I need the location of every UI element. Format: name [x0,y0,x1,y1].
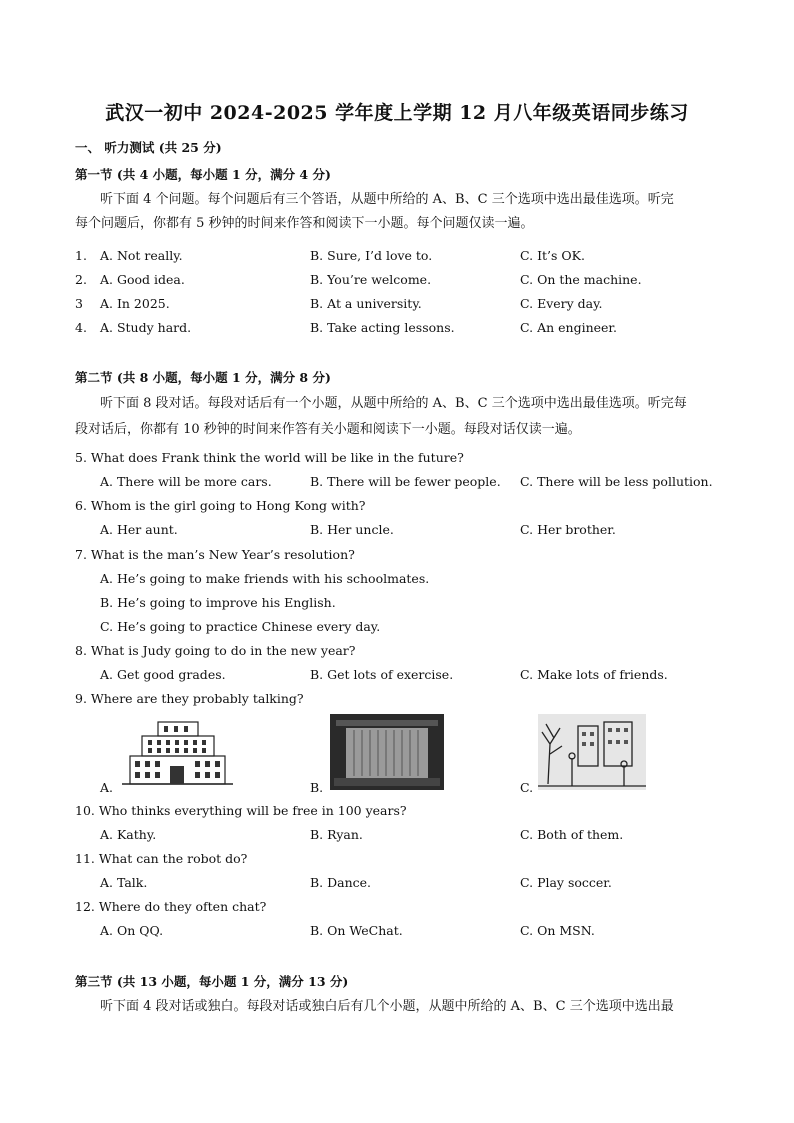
section-instructions-line: 听下面 8 段对话。每段对话后有一个小题，从题中所给的 A、B、C 三个选项中选出最佳选项。听完每 [100,396,687,411]
street-image [538,714,646,790]
question-stem: 10. Who thinks everything will be free in 100 years? [75,803,407,818]
option-c: C. An engineer. [520,320,617,335]
option-b: B. Take acting lessons. [310,320,455,335]
option-a: A. Study hard. [100,320,192,335]
section-instructions-line: 听下面 4 段对话或独白。每段对话或独白后有几个小题，从题中所给的 A、B、C 三个选项中选出最 [100,999,674,1014]
section-instructions-line: 听下面 4 个问题。每个问题后有三个答语，从题中所给的 A、B、C 三个选项中选出最佳选项。听完 [100,192,674,207]
question-number: 2. [75,272,87,287]
option-a: A. Talk. [100,875,148,890]
option-b: B. [310,780,324,795]
section-instructions-line: 每个问题后，你都有 5 秒钟的时间来作答和阅读下一小题。每个问题仅读一遍。 [75,216,534,231]
option-b: B. You’re welcome. [310,272,432,287]
option-c: C. Every day. [520,296,603,311]
option-b: B. Ryan. [310,827,363,842]
option-b: B. At a university. [310,296,422,311]
option-b: B. On WeChat. [310,923,403,938]
option-a: A. On QQ. [100,923,164,938]
option-c: C. Play soccer. [520,875,612,890]
part-heading: 一、 听力测试 (共 25 分) [75,140,222,155]
option-a: A. There will be more cars. [100,474,272,489]
option-b: B. Get lots of exercise. [310,667,454,682]
option-a: A. Her aunt. [100,522,178,537]
option-a: A. Good idea. [100,272,185,287]
option-b: B. There will be fewer people. [310,474,501,489]
question-number: 1. [75,248,87,263]
option-c: C. He’s going to practice Chinese every day. [100,619,381,634]
question-stem: 9. Where are they probably talking? [75,691,304,706]
option-b: B. Sure, I’d love to. [310,248,433,263]
option-c: C. Both of them. [520,827,624,842]
building-image [120,718,235,790]
question-stem: 8. What is Judy going to do in the new year? [75,643,356,658]
question-stem: 12. Where do they often chat? [75,899,267,914]
page-title: 武汉一初中 2024-2025 学年度上学期 12 月八年级英语同步练习 [105,102,689,124]
option-c: C. On the machine. [520,272,642,287]
option-c: C. On MSN. [520,923,595,938]
option-a: A. [100,780,114,795]
option-c: C. It’s OK. [520,248,585,263]
question-stem: 6. Whom is the girl going to Hong Kong with? [75,498,366,513]
section-heading-1: 第一节 (共 4 小题，每小题 1 分，满分 4 分) [75,167,331,182]
option-c: C. Her brother. [520,522,616,537]
option-b: B. Her uncle. [310,522,394,537]
option-c: C. [520,780,534,795]
option-c: C. Make lots of friends. [520,667,668,682]
question-stem: 5. What does Frank think the world will be like in the future? [75,450,464,465]
option-a: A. Not really. [100,248,183,263]
question-number: 3 [75,296,83,311]
section-heading-3: 第三节 (共 13 小题，每小题 1 分，满分 13 分) [75,974,349,989]
stage-image [330,714,444,790]
question-number: 4. [75,320,87,335]
option-b: B. Dance. [310,875,372,890]
option-a: A. Get good grades. [100,667,226,682]
option-a: A. In 2025. [100,296,170,311]
question-stem: 7. What is the man’s New Year’s resolution? [75,547,355,562]
option-a: A. He’s going to make friends with his schoolmates. [100,571,430,586]
section-heading-2: 第二节 (共 8 小题，每小题 1 分，满分 8 分) [75,370,331,385]
option-a: A. Kathy. [100,827,157,842]
section-instructions-line: 段对话后，你都有 10 秒钟的时间来作答有关小题和阅读下一小题。每段对话仅读一遍。 [75,422,581,437]
question-stem: 11. What can the robot do? [75,851,248,866]
option-c: C. There will be less pollution. [520,474,713,489]
option-b: B. He’s going to improve his English. [100,595,336,610]
